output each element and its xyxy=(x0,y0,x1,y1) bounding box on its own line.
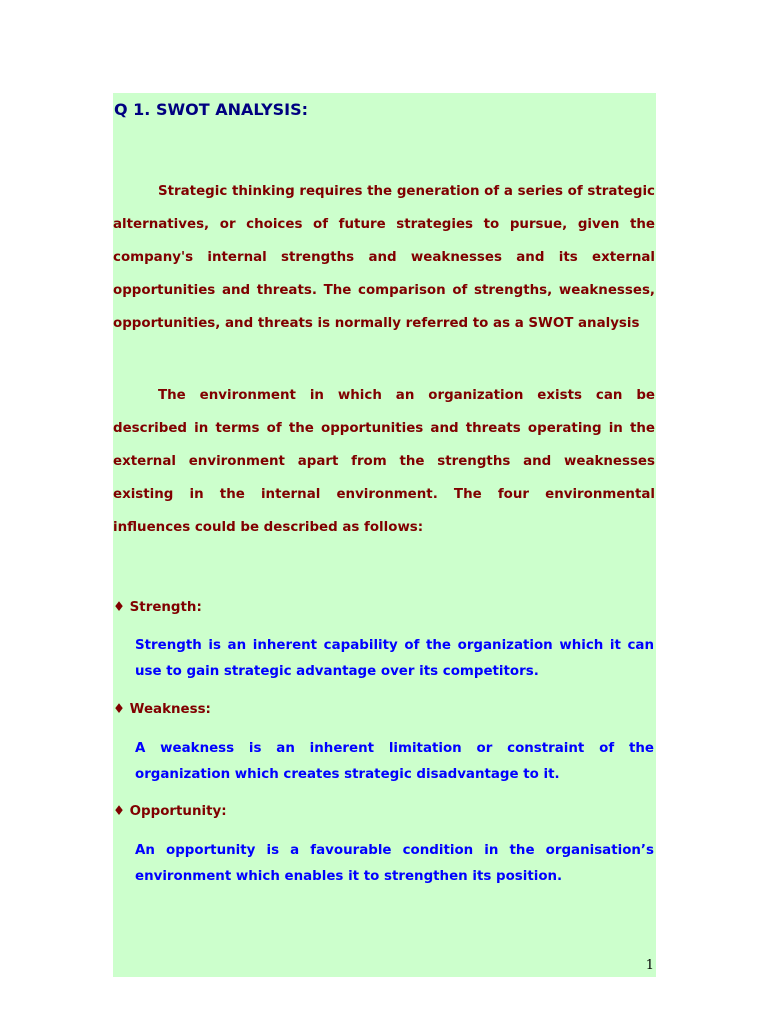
weakness-title: ♦ Weakness: xyxy=(113,702,211,717)
page-heading: Q 1. SWOT ANALYSIS: xyxy=(114,100,309,119)
weakness-description: A weakness is an inherent limitation or constraint of the organization which creates strategic disadvantage to it. xyxy=(135,741,654,782)
strength-description: Strength is an inherent capability of the organization which it can use to gain strategic advantage over its competitors. xyxy=(135,638,654,679)
opportunity-description: An opportunity is a favourable condition in the organisation’s environment which enables it to strengthen its position. xyxy=(135,843,654,884)
page-number: 1 xyxy=(645,958,654,973)
intro-paragraph: Strategic thinking requires the generation of a series of strategic alternatives, or choices of future strategies to pursue, given the company's internal strengths and weaknesses and its external opportunities and threats. The comparison of strengths, weaknesses, opportunities, and threats is normally referred to as a SWOT analysis xyxy=(113,184,655,331)
strength-title: ♦ Strength: xyxy=(113,600,202,615)
environment-paragraph: The environment in which an organization exists can be described in terms of the opportunities and threats operating in the external environment apart from the strengths and weaknesses existing in the internal environment. The four environmental influences could be described as follows: xyxy=(113,388,655,535)
opportunity-title: ♦ Opportunity: xyxy=(113,804,227,819)
